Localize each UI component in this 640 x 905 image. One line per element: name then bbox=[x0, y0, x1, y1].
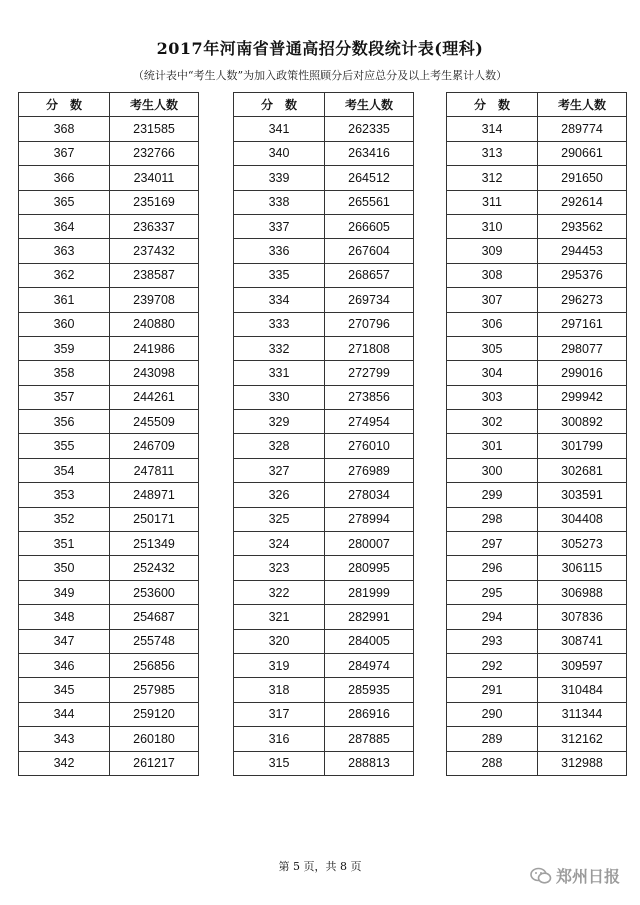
count-cell: 280995 bbox=[325, 556, 414, 580]
score-cell: 323 bbox=[234, 556, 325, 580]
table-row bbox=[447, 507, 627, 531]
table-row bbox=[447, 556, 627, 580]
score-cell: 344 bbox=[19, 702, 110, 726]
count-cell: 307836 bbox=[538, 605, 627, 629]
table-row bbox=[19, 629, 199, 653]
table-row bbox=[447, 727, 627, 751]
table-row bbox=[234, 214, 414, 238]
table-row bbox=[447, 312, 627, 336]
table-row bbox=[19, 361, 199, 385]
score-cell: 299 bbox=[447, 483, 538, 507]
score-cell: 324 bbox=[234, 532, 325, 556]
table-row bbox=[447, 117, 627, 141]
score-cell: 317 bbox=[234, 702, 325, 726]
score-cell: 325 bbox=[234, 507, 325, 531]
score-cell: 314 bbox=[447, 117, 538, 141]
count-cell: 237432 bbox=[110, 239, 199, 263]
count-cell: 240880 bbox=[110, 312, 199, 336]
count-cell: 254687 bbox=[110, 605, 199, 629]
table-row bbox=[447, 214, 627, 238]
count-cell: 284005 bbox=[325, 629, 414, 653]
table-row bbox=[234, 751, 414, 775]
count-cell: 294453 bbox=[538, 239, 627, 263]
header-score: 分 数 bbox=[447, 93, 538, 117]
table-row bbox=[19, 214, 199, 238]
score-cell: 290 bbox=[447, 702, 538, 726]
count-cell: 263416 bbox=[325, 141, 414, 165]
table-row bbox=[234, 727, 414, 751]
count-cell: 251349 bbox=[110, 532, 199, 556]
score-cell: 291 bbox=[447, 678, 538, 702]
count-cell: 306988 bbox=[538, 580, 627, 604]
table-row bbox=[19, 580, 199, 604]
count-cell: 293562 bbox=[538, 214, 627, 238]
score-cell: 365 bbox=[19, 190, 110, 214]
header-count: 考生人数 bbox=[538, 93, 627, 117]
score-cell: 362 bbox=[19, 263, 110, 287]
count-cell: 306115 bbox=[538, 556, 627, 580]
table-row bbox=[447, 190, 627, 214]
table-row bbox=[19, 702, 199, 726]
count-cell: 309597 bbox=[538, 653, 627, 677]
score-cell: 308 bbox=[447, 263, 538, 287]
table-row bbox=[234, 678, 414, 702]
score-cell: 295 bbox=[447, 580, 538, 604]
count-cell: 250171 bbox=[110, 507, 199, 531]
wechat-icon bbox=[530, 867, 552, 885]
count-cell: 260180 bbox=[110, 727, 199, 751]
table-row bbox=[234, 605, 414, 629]
score-cell: 311 bbox=[447, 190, 538, 214]
count-cell: 295376 bbox=[538, 263, 627, 287]
page-subtitle: （统计表中“考生人数”为加入政策性照顾分后对应总分及以上考生累计人数） bbox=[132, 69, 508, 82]
score-cell: 293 bbox=[447, 629, 538, 653]
count-cell: 305273 bbox=[538, 532, 627, 556]
count-cell: 246709 bbox=[110, 434, 199, 458]
count-cell: 265561 bbox=[325, 190, 414, 214]
header-score: 分 数 bbox=[19, 93, 110, 117]
count-cell: 269734 bbox=[325, 288, 414, 312]
count-cell: 308741 bbox=[538, 629, 627, 653]
score-cell: 303 bbox=[447, 385, 538, 409]
table-row bbox=[447, 678, 627, 702]
table-row bbox=[234, 410, 414, 434]
score-cell: 368 bbox=[19, 117, 110, 141]
count-cell: 259120 bbox=[110, 702, 199, 726]
count-cell: 235169 bbox=[110, 190, 199, 214]
count-cell: 278034 bbox=[325, 483, 414, 507]
score-cell: 329 bbox=[234, 410, 325, 434]
table-row bbox=[234, 532, 414, 556]
score-cell: 298 bbox=[447, 507, 538, 531]
count-cell: 241986 bbox=[110, 336, 199, 360]
table-row bbox=[19, 751, 199, 775]
table-row bbox=[234, 483, 414, 507]
table-row bbox=[447, 166, 627, 190]
table-row bbox=[234, 239, 414, 263]
table-row bbox=[234, 166, 414, 190]
table-header-row bbox=[19, 93, 199, 117]
score-cell: 338 bbox=[234, 190, 325, 214]
count-cell: 272799 bbox=[325, 361, 414, 385]
table-row bbox=[447, 263, 627, 287]
count-cell: 273856 bbox=[325, 385, 414, 409]
score-cell: 319 bbox=[234, 653, 325, 677]
table-row bbox=[234, 556, 414, 580]
table-row bbox=[234, 263, 414, 287]
table-row bbox=[234, 580, 414, 604]
score-cell: 351 bbox=[19, 532, 110, 556]
table-row bbox=[19, 727, 199, 751]
count-cell: 238587 bbox=[110, 263, 199, 287]
count-cell: 290661 bbox=[538, 141, 627, 165]
count-cell: 284974 bbox=[325, 653, 414, 677]
table-row bbox=[234, 653, 414, 677]
score-cell: 310 bbox=[447, 214, 538, 238]
count-cell: 291650 bbox=[538, 166, 627, 190]
score-cell: 346 bbox=[19, 653, 110, 677]
score-cell: 321 bbox=[234, 605, 325, 629]
score-cell: 307 bbox=[447, 288, 538, 312]
score-cell: 330 bbox=[234, 385, 325, 409]
table-header-row bbox=[234, 93, 414, 117]
table-row bbox=[234, 434, 414, 458]
count-cell: 299942 bbox=[538, 385, 627, 409]
count-cell: 274954 bbox=[325, 410, 414, 434]
count-cell: 296273 bbox=[538, 288, 627, 312]
count-cell: 234011 bbox=[110, 166, 199, 190]
score-cell: 352 bbox=[19, 507, 110, 531]
count-cell: 244261 bbox=[110, 385, 199, 409]
count-cell: 255748 bbox=[110, 629, 199, 653]
count-cell: 256856 bbox=[110, 653, 199, 677]
count-cell: 285935 bbox=[325, 678, 414, 702]
count-cell: 268657 bbox=[325, 263, 414, 287]
score-table-3 bbox=[446, 92, 627, 776]
table-row bbox=[19, 141, 199, 165]
table-row bbox=[19, 239, 199, 263]
count-cell: 264512 bbox=[325, 166, 414, 190]
score-cell: 288 bbox=[447, 751, 538, 775]
count-cell: 232766 bbox=[110, 141, 199, 165]
score-cell: 326 bbox=[234, 483, 325, 507]
score-cell: 357 bbox=[19, 385, 110, 409]
score-cell: 343 bbox=[19, 727, 110, 751]
table-row bbox=[234, 288, 414, 312]
table-row bbox=[19, 458, 199, 482]
score-cell: 312 bbox=[447, 166, 538, 190]
count-cell: 311344 bbox=[538, 702, 627, 726]
score-cell: 315 bbox=[234, 751, 325, 775]
count-cell: 288813 bbox=[325, 751, 414, 775]
score-cell: 347 bbox=[19, 629, 110, 653]
score-cell: 349 bbox=[19, 580, 110, 604]
score-cell: 320 bbox=[234, 629, 325, 653]
watermark bbox=[530, 864, 620, 887]
table-row bbox=[447, 410, 627, 434]
score-cell: 342 bbox=[19, 751, 110, 775]
score-cell: 353 bbox=[19, 483, 110, 507]
score-cell: 318 bbox=[234, 678, 325, 702]
table-row bbox=[19, 678, 199, 702]
score-cell: 363 bbox=[19, 239, 110, 263]
score-cell: 359 bbox=[19, 336, 110, 360]
score-cell: 356 bbox=[19, 410, 110, 434]
score-cell: 300 bbox=[447, 458, 538, 482]
score-cell: 340 bbox=[234, 141, 325, 165]
table-row bbox=[234, 312, 414, 336]
count-cell: 239708 bbox=[110, 288, 199, 312]
count-cell: 245509 bbox=[110, 410, 199, 434]
table-row bbox=[447, 385, 627, 409]
count-cell: 289774 bbox=[538, 117, 627, 141]
score-cell: 355 bbox=[19, 434, 110, 458]
count-cell: 276989 bbox=[325, 458, 414, 482]
count-cell: 262335 bbox=[325, 117, 414, 141]
page-footer: 第 5 页，共 8 页 bbox=[278, 860, 362, 873]
table-row bbox=[19, 532, 199, 556]
score-cell: 322 bbox=[234, 580, 325, 604]
table-row bbox=[447, 361, 627, 385]
table-row bbox=[447, 629, 627, 653]
score-cell: 328 bbox=[234, 434, 325, 458]
count-cell: 280007 bbox=[325, 532, 414, 556]
table-row bbox=[19, 117, 199, 141]
score-cell: 289 bbox=[447, 727, 538, 751]
score-cell: 306 bbox=[447, 312, 538, 336]
table-row bbox=[19, 263, 199, 287]
count-cell: 286916 bbox=[325, 702, 414, 726]
count-cell: 302681 bbox=[538, 458, 627, 482]
score-cell: 339 bbox=[234, 166, 325, 190]
table-row bbox=[234, 190, 414, 214]
table-header-row bbox=[447, 93, 627, 117]
count-cell: 299016 bbox=[538, 361, 627, 385]
table-row bbox=[234, 361, 414, 385]
header-count: 考生人数 bbox=[110, 93, 199, 117]
table-row bbox=[447, 751, 627, 775]
table-row bbox=[234, 507, 414, 531]
table-row bbox=[19, 605, 199, 629]
score-cell: 360 bbox=[19, 312, 110, 336]
table-row bbox=[234, 336, 414, 360]
count-cell: 282991 bbox=[325, 605, 414, 629]
count-cell: 298077 bbox=[538, 336, 627, 360]
table-row bbox=[19, 653, 199, 677]
score-cell: 292 bbox=[447, 653, 538, 677]
count-cell: 304408 bbox=[538, 507, 627, 531]
score-cell: 327 bbox=[234, 458, 325, 482]
score-cell: 297 bbox=[447, 532, 538, 556]
score-cell: 367 bbox=[19, 141, 110, 165]
count-cell: 300892 bbox=[538, 410, 627, 434]
count-cell: 266605 bbox=[325, 214, 414, 238]
score-cell: 337 bbox=[234, 214, 325, 238]
count-cell: 253600 bbox=[110, 580, 199, 604]
score-cell: 331 bbox=[234, 361, 325, 385]
table-row bbox=[447, 483, 627, 507]
score-cell: 336 bbox=[234, 239, 325, 263]
table-row bbox=[19, 385, 199, 409]
score-cell: 316 bbox=[234, 727, 325, 751]
table-row bbox=[19, 507, 199, 531]
table-row bbox=[447, 434, 627, 458]
count-cell: 301799 bbox=[538, 434, 627, 458]
count-cell: 287885 bbox=[325, 727, 414, 751]
count-cell: 247811 bbox=[110, 458, 199, 482]
count-cell: 276010 bbox=[325, 434, 414, 458]
count-cell: 278994 bbox=[325, 507, 414, 531]
table-row bbox=[19, 434, 199, 458]
table-row bbox=[234, 117, 414, 141]
score-cell: 334 bbox=[234, 288, 325, 312]
score-cell: 333 bbox=[234, 312, 325, 336]
count-cell: 231585 bbox=[110, 117, 199, 141]
score-cell: 366 bbox=[19, 166, 110, 190]
score-cell: 361 bbox=[19, 288, 110, 312]
score-cell: 341 bbox=[234, 117, 325, 141]
score-cell: 332 bbox=[234, 336, 325, 360]
header-score: 分 数 bbox=[234, 93, 325, 117]
score-cell: 350 bbox=[19, 556, 110, 580]
table-row bbox=[19, 483, 199, 507]
score-table-2 bbox=[233, 92, 414, 776]
table-row bbox=[447, 288, 627, 312]
table-row bbox=[234, 629, 414, 653]
count-cell: 267604 bbox=[325, 239, 414, 263]
table-row bbox=[447, 141, 627, 165]
table-row bbox=[19, 336, 199, 360]
score-table-1 bbox=[18, 92, 199, 776]
count-cell: 312162 bbox=[538, 727, 627, 751]
table-row bbox=[447, 653, 627, 677]
table-row bbox=[447, 458, 627, 482]
table-row bbox=[19, 556, 199, 580]
score-cell: 294 bbox=[447, 605, 538, 629]
count-cell: 236337 bbox=[110, 214, 199, 238]
count-cell: 252432 bbox=[110, 556, 199, 580]
score-cell: 358 bbox=[19, 361, 110, 385]
score-cell: 302 bbox=[447, 410, 538, 434]
score-cell: 305 bbox=[447, 336, 538, 360]
count-cell: 271808 bbox=[325, 336, 414, 360]
table-row bbox=[447, 239, 627, 263]
table-row bbox=[19, 166, 199, 190]
score-cell: 345 bbox=[19, 678, 110, 702]
table-row bbox=[19, 288, 199, 312]
header-count: 考生人数 bbox=[325, 93, 414, 117]
score-cell: 301 bbox=[447, 434, 538, 458]
count-cell: 312988 bbox=[538, 751, 627, 775]
count-cell: 270796 bbox=[325, 312, 414, 336]
count-cell: 248971 bbox=[110, 483, 199, 507]
score-cell: 313 bbox=[447, 141, 538, 165]
watermark-text: 郑州日报 bbox=[556, 867, 621, 886]
table-row bbox=[234, 702, 414, 726]
table-row bbox=[447, 580, 627, 604]
table-row bbox=[447, 605, 627, 629]
count-cell: 310484 bbox=[538, 678, 627, 702]
count-cell: 261217 bbox=[110, 751, 199, 775]
score-cell: 309 bbox=[447, 239, 538, 263]
table-row bbox=[234, 385, 414, 409]
table-row bbox=[447, 336, 627, 360]
count-cell: 281999 bbox=[325, 580, 414, 604]
count-cell: 243098 bbox=[110, 361, 199, 385]
table-row bbox=[234, 141, 414, 165]
table-row bbox=[19, 312, 199, 336]
score-cell: 296 bbox=[447, 556, 538, 580]
table-row bbox=[19, 410, 199, 434]
table-row bbox=[447, 532, 627, 556]
score-cell: 354 bbox=[19, 458, 110, 482]
table-row bbox=[447, 702, 627, 726]
score-cell: 304 bbox=[447, 361, 538, 385]
page-title: 2017年河南省普通高招分数段统计表(理科) bbox=[156, 39, 484, 58]
table-row bbox=[234, 458, 414, 482]
score-cell: 364 bbox=[19, 214, 110, 238]
score-cell: 348 bbox=[19, 605, 110, 629]
count-cell: 297161 bbox=[538, 312, 627, 336]
count-cell: 292614 bbox=[538, 190, 627, 214]
count-cell: 257985 bbox=[110, 678, 199, 702]
count-cell: 303591 bbox=[538, 483, 627, 507]
table-row bbox=[19, 190, 199, 214]
score-cell: 335 bbox=[234, 263, 325, 287]
